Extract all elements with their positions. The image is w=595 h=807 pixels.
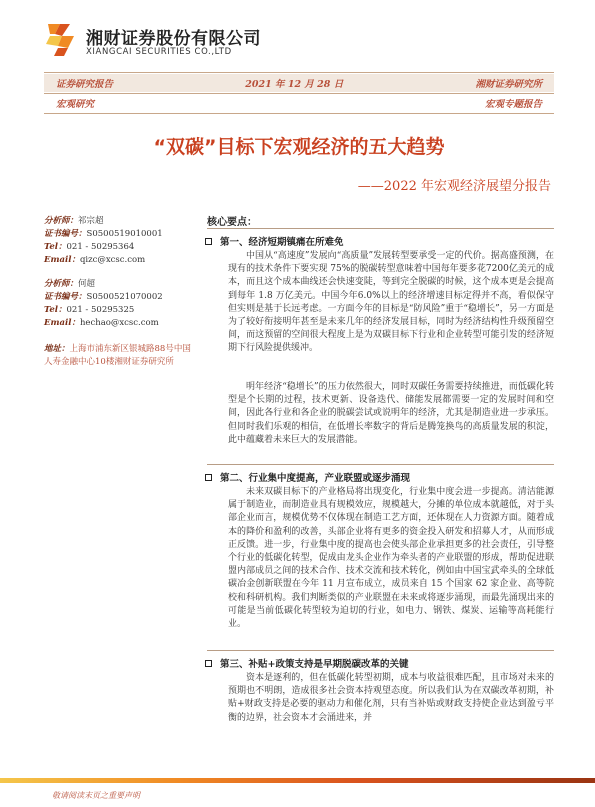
company-name-cn: 湘财证券股份有限公司 xyxy=(86,29,261,49)
analyst-card-2 xyxy=(44,278,194,330)
report-date: 2021 年 12 月 28 日 xyxy=(245,79,344,90)
address-block xyxy=(44,343,194,369)
research-institute: 湘财证券研究所 xyxy=(475,79,542,90)
section-divider xyxy=(207,228,554,229)
footer-disclaimer-link[interactable]: 敬请阅读末页之重要声明 xyxy=(52,791,140,800)
section-heading-1 xyxy=(205,234,344,248)
footer-color-bar xyxy=(0,778,595,783)
tel-number: 021 - 50295364 xyxy=(66,242,135,252)
analyst-label: 分析师： xyxy=(44,279,79,289)
tel-label: Tel： xyxy=(44,242,67,252)
cert-label: 证书编号： xyxy=(44,229,87,239)
company-logo-icon xyxy=(44,22,80,58)
report-meta-row xyxy=(44,74,554,92)
analyst-label: 分析师： xyxy=(44,216,79,226)
section-heading-3 xyxy=(205,656,408,670)
analyst-name: 何超 xyxy=(78,279,96,289)
section-title: 第二、行业集中度提高，产业联盟或逐步涌现 xyxy=(220,473,411,484)
section-title: 第三、补贴+政策支持是早期脱碳改革的关键 xyxy=(220,659,409,670)
bullet-square-icon xyxy=(205,238,212,245)
bullet-square-icon xyxy=(205,474,212,481)
company-name-en: XIANGCAI SECURITIES CO.,LTD xyxy=(86,47,232,57)
email-label: Email： xyxy=(44,318,80,328)
report-title: “双碳”目标下宏观经济的五大趋势 xyxy=(153,136,445,158)
tel-label: Tel： xyxy=(44,305,67,315)
analyst-card-1 xyxy=(44,215,194,267)
analyst-name: 祁宗超 xyxy=(78,216,104,226)
cert-number: S0500521070002 xyxy=(86,292,163,302)
address-label: 地址： xyxy=(44,344,70,354)
research-area: 宏观研究 xyxy=(56,99,95,110)
section-title: 第一、经济短期镇痛在所难免 xyxy=(220,237,344,248)
tel-number: 021 - 50295325 xyxy=(66,305,135,315)
paragraph: 资本是逐利的，但在低碳化转型初期，成本与收益很难匹配，且市场对未来的预期也不明朗，造成很多社会资本持观望态度。所以我们认为在双碳改革初期，补贴+财政支持是必要的驱动力和催化剂，只有当补贴或财政支持使企业达到盈亏平衡的边界，社会资本才会涌进来，并 xyxy=(228,673,554,723)
section-divider xyxy=(207,464,554,465)
report-subtitle: ——2022 年宏观经济展望分报告 xyxy=(357,179,551,194)
email-address[interactable]: hechao@xcsc.com xyxy=(79,318,159,328)
section-divider xyxy=(207,650,554,651)
report-category-row xyxy=(44,94,554,112)
header-rule-3 xyxy=(44,113,554,114)
paragraph: 明年经济“稳增长”的压力依然很大，同时双碳任务需要持续推进，而低碳化转型是个长期的过程，技术更新、设备迭代、储能发展都需要一定的发展时间和空间，因此各行业和各企业的脱碳尝试或说明年的经济，尤其是制造业进一步承压。但同时我们乐观的相信，在低增长率数字的背后是腾笼换鸟的高质量发展的积淀，此中蕴藏着未来巨大的发展潜能。 xyxy=(228,382,554,445)
header-rule xyxy=(44,72,554,73)
cert-number: S0500519010001 xyxy=(86,229,163,239)
email-label: Email： xyxy=(44,255,80,265)
core-points-heading: 核心要点： xyxy=(207,217,257,228)
address-value: 上海市浦东新区银城路88号中国人寿金融中心10楼湘财证券研究所 xyxy=(44,344,191,367)
report-type: 证券研究报告 xyxy=(56,79,114,90)
email-address[interactable]: qizc@xcsc.com xyxy=(79,255,146,265)
cert-label: 证书编号： xyxy=(44,292,87,302)
report-series: 宏观专题报告 xyxy=(484,99,542,110)
section-heading-2 xyxy=(205,470,410,484)
paragraph: 中国从“高速度”发展向“高质量”发展转型要承受一定的代价。据高盛预测，在现有的技术条件下要实现 75%的脱碳转型意味着中国每年要多花7200亿美元的成本，而且这个成本曲线还会快速变陡，等到完全脱碳的时候，这个成本更是会提高到每年 1.8 万亿美元。中国今年6.0%以上的经济增速目标定得并不高，看似保守但实则是基于长远考虑。一方面今年的目标是“防风险”重于“稳增长”，另一方面是为了较好衔接明年甚至是未来几年的经济发展目标，同时为经济结构性升级预留空间，而这预留的空间很大程度上是为双碳目标下行业和企业转型可能引发的经济短期下行风险提供缓冲。 xyxy=(228,251,554,354)
paragraph: 未来双碳目标下的产业格局将出现变化，行业集中度会进一步提高。清洁能源属于制造业，而制造业具有规模效应，规模越大，分摊的单位成本就越低，对于头部企业而言，规模优势不仅体现在制造工艺方面，还体现在人力资源方面。随着成本的降价和盈利的改善，头部企业将有更多的资金投入研发和招募人才，从而形成正反馈。进一步，行业集中度的提高也会使头部企业承担更多的社会责任，引导整个行业的低碳化转型，促成由龙头企业作为牵头者的产业联盟的形成，帮助促进联盟内部成员之间的技术合作、技术交流和技术转化，例如由中国宝武牵头的全球低碳冶金创新联盟在今年 11 月宣布成立，成员来自 15 个国家 62 家企业、高等院校和科研机构。我们判断类似的产业联盟在未来或将逐步涌现，而最先涌现出来的可能是当前低碳化转型较为迫切的行业，如电力、钢铁、煤炭、运输等高耗能行业。 xyxy=(228,487,554,630)
bullet-square-icon xyxy=(205,660,212,667)
